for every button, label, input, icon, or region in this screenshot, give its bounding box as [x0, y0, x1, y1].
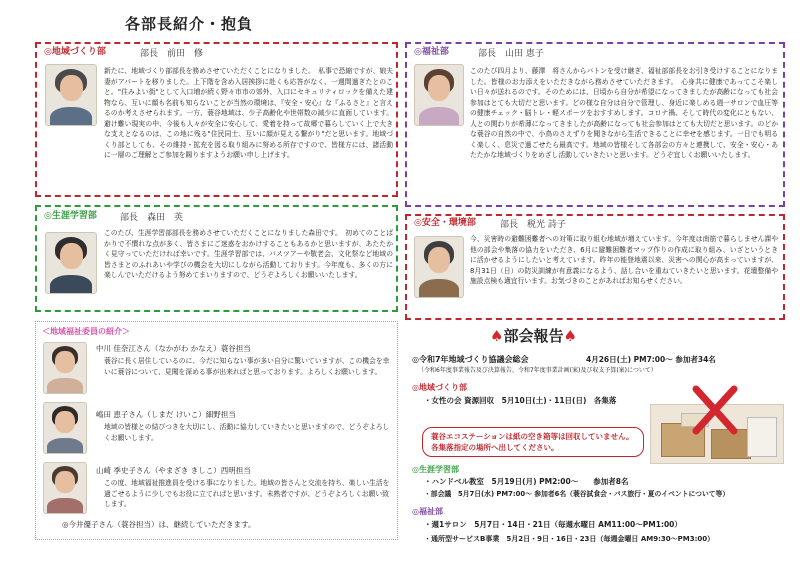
chiiki-name: 部長 前田 修 — [140, 49, 204, 59]
shogai-photo — [45, 232, 97, 294]
chiiki-text: 新たに、地域づくり部部長を務めさせていただくことになりました。 私事で恐縮ですが、娘夫妻がアパートを移りました。上下階を含め入居挨拶に赴くも応答がなく、一週間過ぎたとのこと。"住みよい街"として入口増が続く野々市市の郊外、入口にセキュリティロックを備えた建物なら、互いに顔も名前も知らないことが当然の環境は、『安全・安心』な『ふるさと』と言えるのか考えさせられます。一方、蓑谷地域は、少子高齢化や世帯数の減少に直面しています。避け難い現実の中、今後も人々が安全に安心して、愛着を持って故郷で暮らしていく上で大きな支えとなるのは、この地に残る"住民同士、互いに顔が見える繋がり"だと思います。地域づくり部としても、その維持・拡充を図る取り組みに努める所存ですので、皆様方には、諸活動に一層のご理解とご参加を賜りますようお願い申し上げます。 — [104, 67, 393, 160]
fukushi-tag: ◎福祉部 — [414, 47, 449, 57]
spade-icon: ♠ — [490, 327, 504, 345]
report-general-label: ◎令和7年地域づくり協議会総会 — [412, 355, 529, 364]
fukushi-text: このたび四月より、藤澤 将さんからバトンを受け継ぎ、福祉部部長をお引き受けすることになりました。皆様のお力添えをいただきながら務めさせていただきます。 心身共に健康であってこそ楽しい日々が送れるのです。そのためには、日頃から自分が希望になってきましたが高齢になっても社会参加はとても大切だと思います。どの様な自分は自分で管理し、身近に楽しめる週一サロンで血圧等の健康チェック・脳トレ・軽スポーツをおすすめします。コロナ禍、そして時代の変化にともない、人との関わりが希薄になってきましたが高齢になっても社会参加はとても大切だと思います。のどかな蓑谷の自然の中で、小鳥のさえずりを聞きながら生活できることに幸せを感じます。一日でも明るく楽しく、息災で過ごせたら最高です。地域の皆様そして各部会の方々と連携して、安全・安心・あたたかな地域づくりをめざし活動していきたいと思います。どうぞ宜しくお願いいたします。 — [470, 67, 778, 160]
anzen-name: 部長 税光 詩子 — [500, 220, 566, 230]
report-general-note: （令和6年度事業報告及び決算報告、令和7年度事業計画(案)及び収支予算(案)について） — [418, 367, 657, 374]
shogai-tag: ◎生涯学習部 — [44, 211, 97, 221]
iin-footer: ◎今井優子さん（蓑谷担当）は、継続していただきます。 — [62, 520, 256, 529]
member-3-text: この度、地域福祉推進員を受ける事になりました。地域の皆さんと交流を持ち、楽しい生活を過ごせるように少しでもお役に立てればと思います。未熟者ですが、どうぞよろしくお願い致します。 — [104, 479, 390, 509]
report-shogai-head: ◎生涯学習部 — [412, 465, 459, 474]
report-fukushi-line2: ・通所型サービスB事業 5月2日・9日・16日・23日（毎週金曜日 AM9:30～PM3:00） — [424, 535, 715, 543]
fukushi-name: 部長 山田 恵子 — [478, 49, 544, 59]
report-fukushi-line1: ・週1サロン 5月7日・14日・21日（毎週水曜日 AM11:00～PM1:00） — [424, 520, 682, 529]
page-title: 各部長紹介・抱負 — [125, 15, 254, 33]
member-2-text: 地域の皆様との結びつきを大切にし、活動に協力していきたいと思いますので、どうぞよろしくお願いします。 — [104, 423, 390, 442]
shogai-name: 部長 森田 英 — [120, 213, 184, 223]
report-fukushi-head: ◎福祉部 — [412, 507, 443, 516]
report-shogai-line1: ・ハンドベル教室 5月19日(月) PM2:00～ 参加者8名 — [424, 477, 629, 486]
x-mark-icon — [690, 383, 740, 437]
report-chiiki-head: ◎地域づくり部 — [412, 383, 467, 392]
iin-tag: ＜地域福祉委員の紹介＞ — [42, 327, 130, 336]
member-1-name: 中川 佳奈江さん（なかがわ かなえ）蓑谷担当 — [96, 344, 251, 353]
member-3-name: 山崎 季史子さん（やまざき きしこ）西明担当 — [96, 466, 251, 475]
member-1-photo — [43, 342, 87, 394]
report-general-detail: 4月26日(土) PM7:00～ 参加者34名 — [586, 355, 716, 364]
eco-station-notice: 蓑谷エコステーションは紙の空き箱等は回収していません。各集落指定の場所へ出してください。 — [422, 427, 644, 457]
member-3-photo — [43, 462, 87, 514]
anzen-photo — [414, 236, 464, 298]
chiiki-tag: ◎地域づくり部 — [44, 47, 106, 57]
report-title: ♠部会報告♠ — [490, 327, 577, 345]
member-2-photo — [43, 402, 87, 454]
report-chiiki-line1: ・女性の会 資源回収 5月10日(土)・11日(日) 各集落 — [424, 396, 617, 405]
chiiki-photo — [45, 64, 97, 126]
report-shogai-line2: ・部会議 5月7日(水) PM7:00～ 参加者6名（蓑谷試食会・バス旅行・夏のイベントについて等） — [424, 490, 730, 498]
member-2-name: 嶋田 恵子さん（しまだ けいこ）細野担当 — [96, 410, 236, 419]
shogai-text: このたび、生涯学習部部長を務めさせていただくことになりました森田です。 初めてのことばかりで不慣れな点が多く、皆さまにご迷惑をおかけすることもあるかと思いますが、あたたかく見守っていただければ幸いです。生涯学習部では、バスツアーや敬老会、文化祭など地域の皆さまとのふれあいや学びの機会を大切にしながら活動しております。今年度も、多くの方に楽しんでいただけるよう努めてまいりますので、どうぞよろしくお願いいたします。 — [104, 229, 393, 280]
spade-icon: ♠ — [563, 327, 577, 345]
anzen-tag: ◎安全・環境部 — [414, 218, 476, 228]
anzen-text: 今、災害時の避難困難者への対策に取り組む地域が増えています。今年度は南筋で暮らしません課や他の部会や集落の協力をいただき、6月に避難困難者マップ作りの作成に取り組み、いざというときに活かせるようにしたいと考えています。昨年の能登地震以来、災害への関心が高まっていますが、8月31日（日）の防災訓練が有意義になるよう、話し合いを重ねていきたいと思います。花壇整備や施設点検も適宜行います。お気づきのことがあればお知らせください。 — [470, 235, 778, 286]
fukushi-photo — [414, 64, 464, 126]
member-1-text: 蓑谷に長く居住しているのに、今だに知らない事が多い自分に驚いていますが、この機会を幸いに蓑谷について、見聞を深める事が出来ればと思っております。よろしくお願いします。 — [104, 357, 390, 376]
